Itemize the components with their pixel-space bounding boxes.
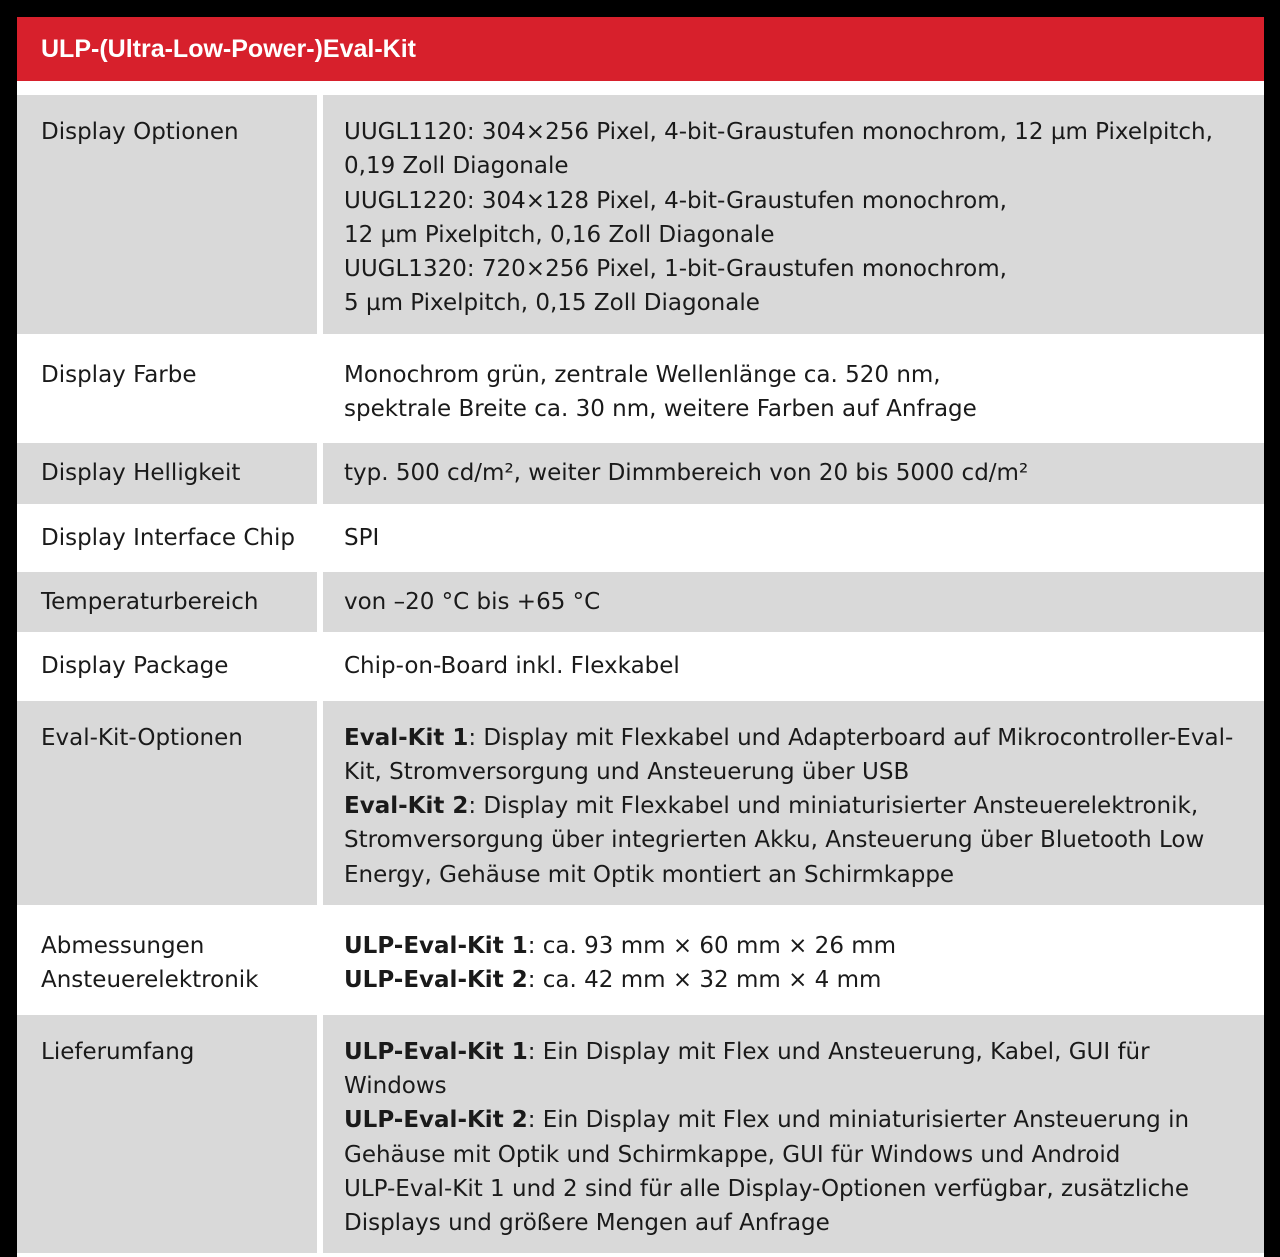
table-header bbox=[17, 17, 1264, 81]
row-label: Eval-Kit-Optionen bbox=[17, 699, 320, 907]
row-value: SPI bbox=[320, 506, 1264, 570]
item-kit-name: ULP-Eval-Kit 2 bbox=[344, 967, 528, 994]
row-value: Chip-on-Board inkl. Flexkabel bbox=[320, 634, 1264, 698]
value-line: UUGL1320: 720×256 Pixel, 1-bit-Graustufen monochrom, bbox=[344, 256, 1007, 283]
row-label: Display Interface Chip bbox=[17, 506, 320, 570]
item-text: : Display mit Flexkabel und miniaturisierter Ansteuerelektronik, Stromversorgung über integrierten Akku, Ansteuerung über Bluetooth Low Energy, Gehäuse mit Optik montiert an Schirmkappe bbox=[344, 793, 1205, 888]
value-item bbox=[344, 963, 1254, 997]
header-spacer bbox=[17, 81, 1264, 95]
row-value bbox=[320, 1013, 1264, 1256]
value-item bbox=[344, 1035, 1254, 1104]
item-kit-name: ULP-Eval-Kit 2 bbox=[344, 1107, 528, 1134]
spec-row-display-helligkeit bbox=[17, 441, 1264, 505]
label-line: Ansteuerelektronik bbox=[41, 967, 259, 994]
row-value bbox=[320, 907, 1264, 1013]
spec-row-display-package bbox=[17, 634, 1264, 698]
item-text: : ca. 93 mm × 60 mm × 26 mm bbox=[527, 933, 897, 960]
value-line: 12 µm Pixelpitch, 0,16 Zoll Diagonale bbox=[344, 221, 775, 248]
row-label: Lieferumfang bbox=[17, 1013, 320, 1256]
value-item bbox=[344, 721, 1254, 790]
spec-row-display-farbe bbox=[17, 336, 1264, 442]
row-label: Display Optionen bbox=[17, 95, 320, 336]
item-text: : ca. 42 mm × 32 mm × 4 mm bbox=[527, 967, 882, 994]
item-kit-name: Eval-Kit 2 bbox=[344, 793, 469, 820]
spec-table bbox=[17, 95, 1264, 1257]
spec-row-abmessungen bbox=[17, 907, 1264, 1013]
row-label: Display Helligkeit bbox=[17, 441, 320, 505]
spec-table-frame bbox=[17, 17, 1264, 1237]
value-note: ULP-Eval-Kit 1 und 2 sind für alle Display-Optionen verfügbar, zusätzliche Displays und größere Mengen auf Anfrage bbox=[344, 1175, 1189, 1237]
value-item bbox=[344, 789, 1254, 892]
row-value: von –20 °C bis +65 °C bbox=[320, 570, 1264, 634]
row-value: typ. 500 cd/m², weiter Dimmbereich von 20 bis 5000 cd/m² bbox=[320, 441, 1264, 505]
row-label bbox=[17, 907, 320, 1013]
row-value bbox=[320, 336, 1264, 442]
item-kit-name: ULP-Eval-Kit 1 bbox=[344, 933, 528, 960]
row-value bbox=[320, 699, 1264, 907]
spec-row-display-interface-chip bbox=[17, 506, 1264, 570]
row-value bbox=[320, 95, 1264, 336]
row-label: Display Package bbox=[17, 634, 320, 698]
value-line: 5 µm Pixelpitch, 0,15 Zoll Diagonale bbox=[344, 290, 760, 317]
item-kit-name: Eval-Kit 1 bbox=[344, 724, 469, 751]
item-text: : Display mit Flexkabel und Adapterboard auf Mikrocontroller-Eval-Kit, Stromversorgung und Ansteuerung über USB bbox=[344, 724, 1234, 785]
row-label: Display Farbe bbox=[17, 336, 320, 442]
spec-row-lieferumfang bbox=[17, 1013, 1264, 1256]
value-line: UUGL1120: 304×256 Pixel, 4-bit-Graustufen monochrom, 12 µm Pixelpitch, bbox=[344, 119, 1213, 145]
spec-row-eval-kit-optionen bbox=[17, 699, 1264, 907]
value-line: UUGL1220: 304×128 Pixel, 4-bit-Graustufen monochrom, bbox=[344, 187, 1007, 214]
label-line: Abmessungen bbox=[41, 933, 205, 960]
table-title: ULP-(Ultra-Low-Power-)Eval-Kit bbox=[41, 35, 416, 63]
value-line: Monochrom grün, zentrale Wellenlänge ca. 520 nm, bbox=[344, 361, 941, 388]
item-text: : Ein Display mit Flex und Ansteuerung, Kabel, GUI für Windows bbox=[344, 1038, 1150, 1099]
row-label: Temperaturbereich bbox=[17, 570, 320, 634]
value-item bbox=[344, 1103, 1254, 1172]
value-item bbox=[344, 929, 1254, 963]
spec-row-display-optionen bbox=[17, 95, 1264, 336]
value-line: 0,19 Zoll Diagonale bbox=[344, 153, 569, 180]
item-text: : Ein Display mit Flex und miniaturisierter Ansteuerung in Gehäuse mit Optik und Schirmkappe, GUI für Windows und Android bbox=[344, 1107, 1190, 1168]
value-line: spektrale Breite ca. 30 nm, weitere Farben auf Anfrage bbox=[344, 396, 977, 423]
item-kit-name: ULP-Eval-Kit 1 bbox=[344, 1038, 528, 1065]
spec-row-temperaturbereich bbox=[17, 570, 1264, 634]
